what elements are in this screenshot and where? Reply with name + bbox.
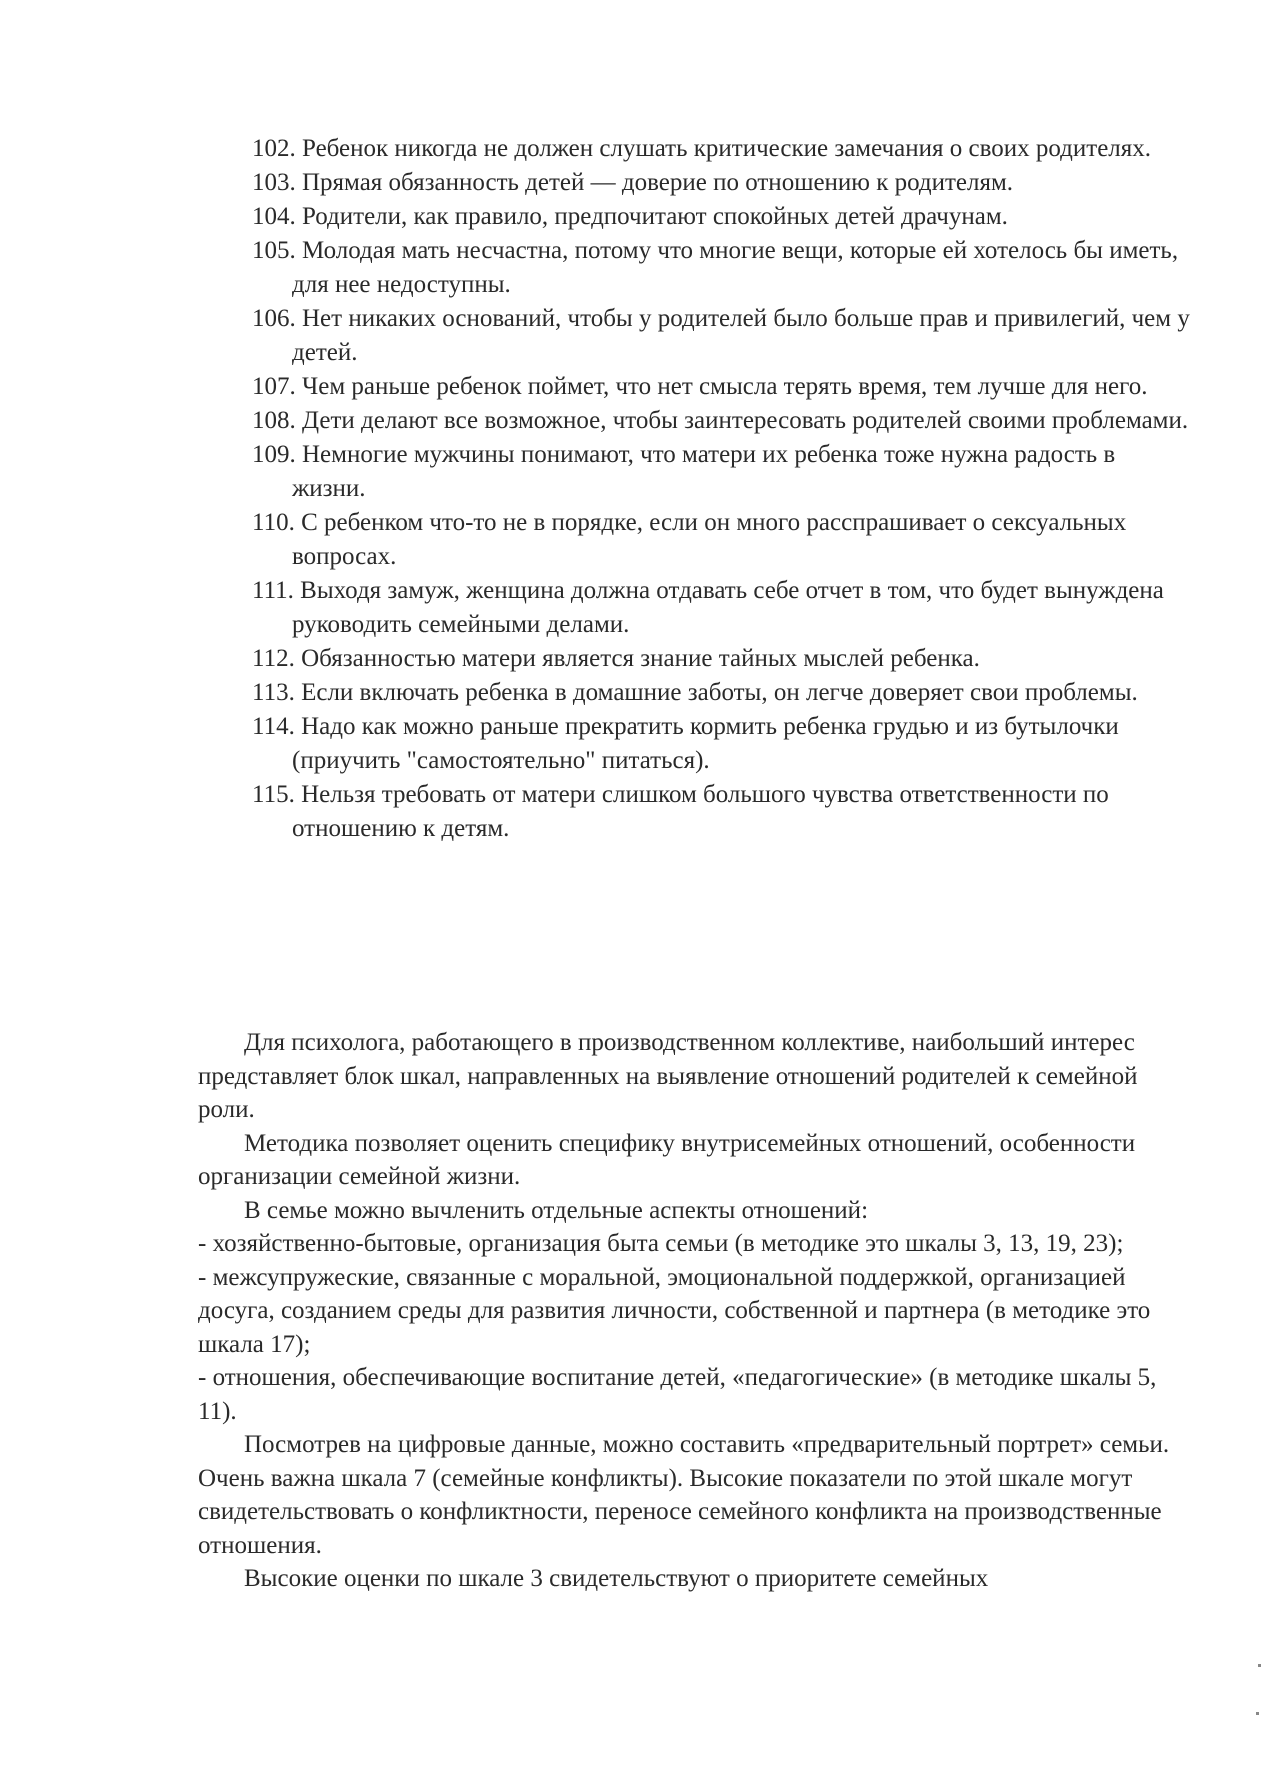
item-number: 108.	[252, 407, 296, 434]
list-item	[252, 404, 1192, 438]
item-number: 105.	[252, 237, 296, 264]
item-text: Надо как можно раньше прекратить кормить ребенка грудью и из бутылочки (приучить "самостоятельно" питаться).	[292, 713, 1119, 774]
item-text: Молодая мать несчастна, потому что многие вещи, которые ей хотелось бы иметь, для нее недоступны.	[292, 237, 1179, 298]
item-number: 104.	[252, 203, 296, 230]
paragraph: Высокие оценки по шкале 3 свидетельствуют о приоритете семейных	[244, 1565, 989, 1592]
item-number: 110.	[252, 509, 295, 536]
item-text: Обязанностью матери является знание тайных мыслей ребенка.	[301, 645, 980, 672]
item-number: 114.	[252, 713, 295, 740]
paragraph: В семье можно вычленить отдельные аспекты отношений:	[244, 1196, 869, 1224]
list-item	[252, 642, 1192, 676]
list-item	[252, 132, 1192, 166]
paragraph: Для психолога, работающего в производственном коллективе, наибольший интерес представляет блок шкал, направленных на выявление отношений родителей к семейной роли.	[198, 1029, 1138, 1123]
item-text: Прямая обязанность детей — доверие по отношению к родителям.	[302, 169, 1014, 196]
list-item	[252, 370, 1192, 404]
paragraph: - отношения, обеспечивающие воспитание детей, «педагогические» (в методике шкалы 5, 11).	[198, 1364, 1157, 1425]
item-text: Нельзя требовать от матери слишком большого чувства ответственности по отношению к детям.	[292, 781, 1109, 842]
item-text: Дети делают все возможное, чтобы заинтересовать родителей своими проблемами.	[302, 407, 1189, 434]
item-text: Выходя замуж, женщина должна отдавать себе отчет в том, что будет вынуждена руководить семейными делами.	[292, 577, 1164, 638]
item-text: Нет никаких оснований, чтобы у родителей было больше прав и привилегий, чем у детей.	[292, 305, 1190, 366]
questionnaire-list	[252, 132, 1192, 846]
item-number: 115.	[252, 781, 295, 808]
list-item	[252, 574, 1192, 642]
list-item	[252, 778, 1192, 846]
body-text	[198, 1026, 1198, 1596]
item-number: 106.	[252, 305, 296, 332]
item-text: Немногие мужчины понимают, что матери их ребенка тоже нужна радость в жизни.	[292, 441, 1116, 502]
list-item	[252, 438, 1192, 506]
item-number: 109.	[252, 441, 296, 468]
item-number: 111.	[252, 577, 294, 604]
scan-speck	[1258, 1664, 1261, 1667]
item-text: Ребенок никогда не должен слушать критические замечания о своих родителях.	[302, 135, 1152, 162]
paragraph: - межсупружеские, связанные с моральной, эмоциональной поддержкой, организацией досуга, созданием среды для развития личности, собственной и партнера (в методике это шкала 17);	[198, 1263, 1151, 1358]
item-text: Родители, как правило, предпочитают спокойных детей драчунам.	[302, 203, 1008, 230]
list-item	[252, 302, 1192, 370]
list-item	[252, 710, 1192, 778]
list-item	[252, 506, 1192, 574]
scan-speck	[1256, 1712, 1259, 1715]
paragraph: - хозяйственно-бытовые, организация быта семьи (в методике это шкалы 3, 13, 19, 23);	[198, 1230, 1124, 1257]
item-number: 107.	[252, 373, 296, 400]
paragraph: Посмотрев на цифровые данные, можно составить «предварительный портрет» семьи. Очень важна шкала 7 (семейные конфликты). Высокие показатели по этой шкале могут свидетельствовать о конфликтности, переносе семейного конфликта на производственные отношения.	[198, 1431, 1170, 1559]
list-item	[252, 676, 1192, 710]
list-item	[252, 200, 1192, 234]
item-number: 113.	[252, 679, 295, 706]
item-number: 102.	[252, 135, 296, 162]
item-text: С ребенком что-то не в порядке, если он много расспрашивает о сексуальных вопросах.	[292, 509, 1127, 570]
item-number: 112.	[252, 645, 295, 672]
item-number: 103.	[252, 169, 296, 196]
item-text: Если включать ребенка в домашние заботы, он легче доверяет свои проблемы.	[301, 679, 1138, 706]
item-text: Чем раньше ребенок поймет, что нет смысла терять время, тем лучше для него.	[302, 373, 1148, 400]
paragraph: Методика позволяет оценить специфику внутрисемейных отношений, особенности организации семейной жизни.	[198, 1129, 1136, 1190]
list-item	[252, 234, 1192, 302]
list-item	[252, 166, 1192, 200]
